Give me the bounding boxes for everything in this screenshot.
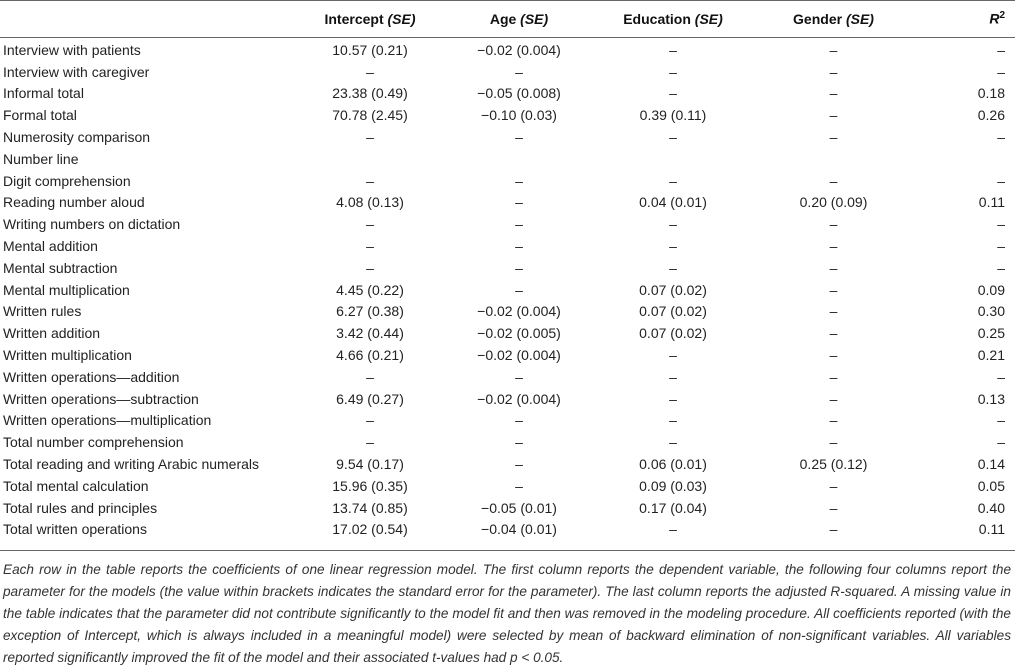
cell-intercept: 6.49 (0.27) [336, 390, 404, 407]
cell-age: – [515, 216, 523, 233]
cell-education: – [669, 412, 677, 429]
table-row [0, 475, 1015, 497]
header-variable [0, 0, 292, 37]
table-row [0, 388, 1015, 410]
table-row [0, 192, 1015, 214]
cell-variable: Total number comprehension [3, 434, 184, 451]
cell-age: −0.02 (0.004) [477, 347, 561, 364]
table-row [0, 170, 1015, 192]
cell-variable: Digit comprehension [3, 172, 131, 189]
cell-age: – [515, 456, 523, 473]
cell-gender: – [829, 216, 838, 233]
cell-age: – [515, 129, 523, 146]
cell-education: – [669, 434, 677, 451]
cell-variable: Written multiplication [3, 347, 132, 364]
cell-education: 0.07 (0.02) [639, 281, 707, 298]
cell-intercept: 6.27 (0.38) [336, 303, 404, 320]
cell-intercept: 4.66 (0.21) [336, 347, 404, 364]
cell-gender: – [829, 172, 838, 189]
cell-r-squared: 0.14 [977, 456, 1005, 473]
cell-education: 0.06 (0.01) [639, 456, 707, 473]
cell-gender: – [829, 325, 838, 342]
table-row [0, 519, 1015, 541]
table-row [0, 497, 1015, 519]
cell-r-squared: 0.09 [977, 281, 1005, 298]
cell-age: – [515, 238, 523, 255]
cell-age: −0.04 (0.01) [481, 521, 557, 538]
cell-education: – [669, 85, 677, 102]
table-row [0, 235, 1015, 257]
cell-r-squared [911, 148, 1015, 170]
cell-education: – [669, 41, 677, 58]
cell-age: – [515, 63, 523, 80]
cell-r-squared: – [997, 63, 1005, 80]
cell-gender: – [829, 85, 838, 102]
cell-gender: – [829, 412, 838, 429]
cell-age: −0.02 (0.004) [477, 303, 561, 320]
header-r-squared [911, 0, 1015, 37]
cell-age: – [515, 259, 523, 276]
table-row [0, 344, 1015, 366]
cell-intercept: – [366, 172, 374, 189]
cell-r-squared: – [997, 129, 1005, 146]
cell-education: – [669, 129, 677, 146]
cell-age: – [515, 412, 523, 429]
cell-gender: – [829, 477, 838, 494]
cell-variable: Mental multiplication [3, 281, 130, 298]
table-row [0, 257, 1015, 279]
cell-gender: – [829, 107, 838, 124]
table-row [0, 83, 1015, 105]
table-row [0, 301, 1015, 323]
cell-gender: – [829, 521, 838, 538]
header-age-label: Age [489, 10, 517, 27]
cell-r-squared: 0.30 [977, 303, 1005, 320]
table-bottom-rule [0, 550, 1015, 551]
table-row [0, 431, 1015, 453]
cell-r-squared: – [997, 412, 1005, 429]
cell-intercept: – [366, 434, 374, 451]
cell-variable: Total written operations [3, 521, 147, 538]
cell-variable: Mental subtraction [3, 259, 118, 276]
cell-r-squared: 0.21 [977, 347, 1005, 364]
cell-intercept: – [366, 368, 374, 385]
table-row [0, 37, 1015, 61]
cell-r-squared: 0.18 [977, 85, 1005, 102]
cell-variable: Formal total [3, 107, 77, 124]
cell-gender: 0.25 (0.12) [799, 456, 868, 473]
cell-r-squared: 0.11 [978, 194, 1005, 211]
cell-education: – [669, 216, 677, 233]
cell-variable: Total mental calculation [3, 477, 149, 494]
header-education [590, 0, 756, 37]
cell-intercept: – [366, 216, 374, 233]
cell-gender: – [829, 368, 838, 385]
cell-education: – [669, 172, 677, 189]
cell-intercept: 15.96 (0.35) [332, 477, 408, 494]
cell-r-squared: – [997, 259, 1005, 276]
table-row [0, 322, 1015, 344]
cell-age: – [515, 281, 523, 298]
cell-r-squared: – [997, 172, 1005, 189]
header-r-letter: R [989, 10, 1000, 27]
cell-age: – [515, 368, 523, 385]
header-intercept [292, 0, 448, 37]
table-footnote: Each row in the table reports the coefficients of one linear regression model. The first column reports the dependent variable, the following four columns report the parameter for the models (the value within brackets indicates the standard error for the parameter). The last column reports the adjusted R-squared. A missing value in the table indicates that the parameter did not contribute significantly to the model fit and then was removed in the modeling procedure. All coefficients reported (with the exception of Intercept, which is always included in a meaningful model) were selected by mean of backward elimination of non-significant variables. All variables reported significantly improved the fit of the model and their associated t-values had p < 0.05. [3, 562, 1011, 665]
cell-gender: – [829, 303, 838, 320]
cell-r-squared: – [997, 368, 1005, 385]
cell-r-squared: 0.13 [977, 390, 1005, 407]
header-gender-se: (SE) [845, 10, 874, 27]
cell-education: 0.07 (0.02) [639, 303, 707, 320]
cell-r-squared: – [997, 434, 1005, 451]
cell-r-squared: – [997, 216, 1005, 233]
cell-variable: Total reading and writing Arabic numerals [3, 456, 260, 473]
cell-education [590, 148, 756, 170]
cell-intercept: 17.02 (0.54) [332, 521, 408, 538]
cell-education: – [669, 238, 677, 255]
cell-education: 0.17 (0.04) [639, 499, 707, 516]
cell-age: −0.02 (0.004) [477, 41, 561, 58]
table-row [0, 366, 1015, 388]
cell-gender: – [829, 434, 838, 451]
cell-education: 0.07 (0.02) [639, 325, 707, 342]
cell-variable: Informal total [3, 85, 84, 102]
cell-intercept: 9.54 (0.17) [336, 456, 404, 473]
cell-intercept: 23.38 (0.49) [332, 85, 408, 102]
cell-age: −0.05 (0.008) [477, 85, 561, 102]
cell-variable: Interview with caregiver [3, 63, 150, 80]
cell-variable: Mental addition [3, 238, 98, 255]
cell-intercept: 3.42 (0.44) [336, 325, 404, 342]
cell-intercept: 4.45 (0.22) [336, 281, 404, 298]
cell-education: – [669, 390, 677, 407]
table-row [0, 104, 1015, 126]
cell-gender: – [829, 238, 838, 255]
cell-intercept: 70.78 (2.45) [332, 107, 408, 124]
cell-variable: Written operations—multiplication [3, 412, 212, 429]
cell-gender: – [829, 499, 838, 516]
cell-r-squared: – [997, 41, 1005, 58]
cell-variable: Written operations—subtraction [3, 390, 199, 407]
cell-variable: Interview with patients [3, 41, 141, 58]
table-row [0, 453, 1015, 475]
cell-variable: Written operations—addition [3, 368, 180, 385]
cell-r-squared: 0.11 [978, 521, 1005, 538]
cell-education: – [669, 347, 677, 364]
cell-age: −0.10 (0.03) [481, 107, 557, 124]
cell-education: 0.09 (0.03) [639, 477, 707, 494]
cell-gender [756, 148, 911, 170]
cell-r-squared: 0.05 [977, 477, 1005, 494]
cell-r-squared: 0.40 [977, 499, 1005, 516]
cell-variable: Reading number aloud [3, 194, 145, 211]
table-header-row [0, 0, 1015, 37]
cell-variable: Written addition [3, 325, 101, 342]
header-gender [756, 0, 911, 37]
cell-r-squared: – [997, 238, 1005, 255]
table-row [0, 279, 1015, 301]
cell-education: – [669, 259, 677, 276]
cell-education: – [669, 368, 677, 385]
header-education-se: (SE) [694, 10, 723, 27]
table-body [0, 37, 1015, 540]
cell-variable: Number line [3, 150, 79, 167]
header-gender-label: Gender [793, 10, 843, 27]
table-row [0, 410, 1015, 432]
header-intercept-se: (SE) [387, 10, 416, 27]
cell-intercept: 13.74 (0.85) [332, 499, 408, 516]
cell-age: −0.05 (0.01) [481, 499, 557, 516]
cell-intercept: – [366, 129, 374, 146]
cell-age: – [515, 477, 523, 494]
cell-age: −0.02 (0.004) [477, 390, 561, 407]
cell-gender: – [829, 63, 838, 80]
cell-age: – [515, 434, 523, 451]
cell-gender: – [829, 129, 838, 146]
cell-intercept [292, 148, 448, 170]
cell-gender: – [829, 41, 838, 58]
header-r-superscript: 2 [999, 10, 1005, 22]
header-age [448, 0, 590, 37]
table-row [0, 148, 1015, 170]
cell-education: – [669, 63, 677, 80]
cell-gender: 0.20 (0.09) [799, 194, 868, 211]
cell-r-squared: 0.26 [977, 107, 1005, 124]
cell-education: 0.04 (0.01) [639, 194, 707, 211]
cell-age: −0.02 (0.005) [477, 325, 561, 342]
cell-gender: – [829, 259, 838, 276]
cell-education: 0.39 (0.11) [639, 107, 707, 124]
cell-intercept: 4.08 (0.13) [336, 194, 404, 211]
cell-variable: Writing numbers on dictation [3, 216, 181, 233]
cell-intercept: – [366, 412, 374, 429]
cell-gender: – [829, 390, 838, 407]
table-row [0, 213, 1015, 235]
cell-variable: Total rules and principles [3, 499, 158, 516]
cell-intercept: – [366, 259, 374, 276]
cell-age: – [515, 172, 523, 189]
cell-intercept: – [366, 63, 374, 80]
header-age-se: (SE) [520, 10, 549, 27]
cell-gender: – [829, 347, 838, 364]
cell-variable: Written rules [3, 303, 82, 320]
cell-variable: Numerosity comparison [3, 129, 151, 146]
cell-gender: – [829, 281, 838, 298]
cell-education: – [669, 521, 677, 538]
cell-r-squared: 0.25 [977, 325, 1005, 342]
table-row [0, 61, 1015, 83]
table-row [0, 126, 1015, 148]
cell-intercept: 10.57 (0.21) [332, 41, 408, 58]
cell-age [448, 148, 590, 170]
cell-intercept: – [366, 238, 374, 255]
header-education-label: Education [623, 10, 691, 27]
header-intercept-label: Intercept [324, 10, 384, 27]
cell-age: – [515, 194, 523, 211]
